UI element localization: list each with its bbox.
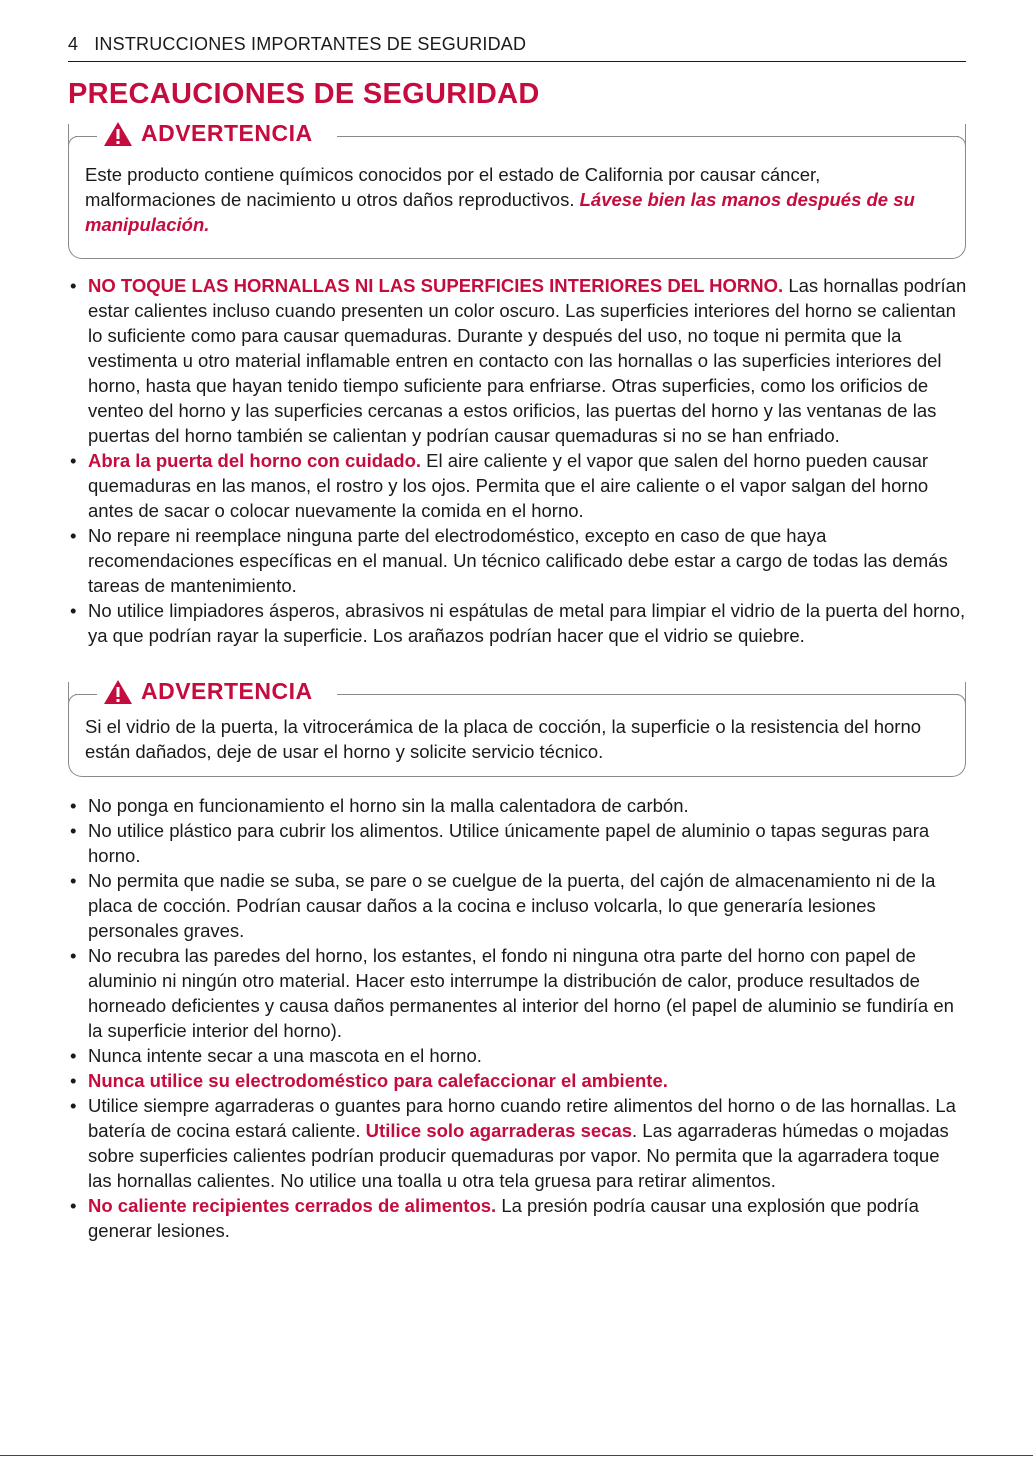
warning-triangle-icon [103,679,133,705]
list-item [68,943,968,1043]
list-item-text: Utilice siempre agarraderas o guantes para horno cuando retire alimentos del horno o de las hornallas. La batería de cocina estará caliente. [88,1095,956,1141]
list-item-bold: Utilice solo agarraderas secas [365,1120,633,1141]
list-item-text: . Las agarraderas húmedas o mojadas sobre superficies calientes podrían producir quemaduras por vapor. No permita que la agarradera toque las hornallas calientes. No utilice una toalla u otra tela gruesa para retirar alimentos. [88,1120,949,1191]
warning-box-glass-damage [68,678,966,777]
warning-triangle-icon [103,121,133,147]
warning-label: ADVERTENCIA [141,678,313,704]
warning-text [85,162,951,237]
safety-list-1 [68,273,968,648]
list-item-text: No recubra las paredes del horno, los estantes, el fondo ni ninguna otra parte del horno con papel de aluminio ni ningún otro material. Hacer esto interrumpe la distribución de calor, produce resultados de horneado deficientes y causa daños permanentes al interior del horno (el papel de aluminio se fundiría en la superficie interior del horno). [88,945,954,1041]
page-number: 4 [68,34,79,54]
page-title: PRECAUCIONES DE SEGURIDAD [68,78,540,110]
list-item-bold: NO TOQUE LAS HORNALLAS NI LAS SUPERFICIES INTERIORES DEL HORNO. [88,275,784,296]
list-item [68,523,968,598]
warning-label: ADVERTENCIA [141,120,313,146]
list-item-text: No utilice plástico para cubrir los alimentos. Utilice únicamente papel de aluminio o tapas seguras para horno. [88,820,930,866]
list-item-bold: Nunca utilice su electrodoméstico para calefaccionar el ambiente. [88,1070,668,1091]
list-item-text: No repare ni reemplace ninguna parte del electrodoméstico, excepto en caso de que haya recomendaciones específicas en el manual. Un técnico calificado debe estar a cargo de todas las demás tareas de mantenimiento. [88,525,948,596]
warning-text [85,714,951,764]
warning-header [69,680,965,710]
list-item [68,448,968,523]
list-item-text: Las hornallas podrían estar calientes incluso cuando presenten un color oscuro. Las superficies interiores del horno se calientan lo suficiente como para causar quemaduras. Durante y después del uso, no toque ni permita que la vestimenta u otro material inflamable entren en contacto con las hornallas o las superficies interiores del horno, hasta que hayan tenido tiempo suficiente para enfriarse. Otras superficies, como los orificios de venteo del horno y las superficies cercanas a estos orificios, las puertas del horno y las ventanas de las puertas del horno también se calientan y podrían causar quemaduras si no se han enfriado. [88,275,967,446]
list-item [68,1193,968,1243]
list-item-text: La presión podría causar una explosión que podría generar lesiones. [88,1195,919,1241]
list-item-bold: Abra la puerta del horno con cuidado. [88,450,422,471]
warning-body: Este producto contiene químicos conocidos por el estado de California por causar cáncer, malformaciones de nacimiento u otros daños reproductivos. [85,164,821,210]
warning-header [69,122,965,152]
bottom-divider [0,1455,1033,1456]
list-item-text: El aire caliente y el vapor que salen del horno pueden causar quemaduras en las manos, el rostro y los ojos. Permita que el aire caliente o el vapor salgan del horno antes de sacar o colocar nuevamente la comida en el horno. [88,450,929,521]
warning-emphasis: Lávese bien las manos después de su manipulación. [85,189,915,235]
list-item [68,1068,968,1093]
header-section-title: INSTRUCCIONES IMPORTANTES DE SEGURIDAD [94,34,527,54]
list-item [68,868,968,943]
list-item [68,818,968,868]
list-item [68,1043,968,1068]
safety-list-2 [68,793,968,1243]
list-item-bold: No caliente recipientes cerrados de alimentos. [88,1195,497,1216]
warning-body: Si el vidrio de la puerta, la vitrocerámica de la placa de cocción, la superficie o la resistencia del horno están dañados, deje de usar el horno y solicite servicio técnico. [85,716,922,762]
list-item-text: No ponga en funcionamiento el horno sin la malla calentadora de carbón. [88,795,689,816]
list-item [68,1093,968,1193]
list-item-text: No utilice limpiadores ásperos, abrasivos ni espátulas de metal para limpiar el vidrio de la puerta del horno, ya que podrían rayar la superficie. Los arañazos podrían hacer que el vidrio se quiebre. [88,600,966,646]
list-item [68,793,968,818]
list-item-text: No permita que nadie se suba, se pare o se cuelgue de la puerta, del cajón de almacenamiento ni de la placa de cocción. Podrían causar daños a la cocina e incluso volcarla, lo que generaría lesiones personales graves. [88,870,936,941]
list-item-text: Nunca intente secar a una mascota en el horno. [88,1045,482,1066]
list-item [68,598,968,648]
warning-box-california [68,120,966,259]
page-header [68,34,966,62]
list-item [68,273,968,448]
